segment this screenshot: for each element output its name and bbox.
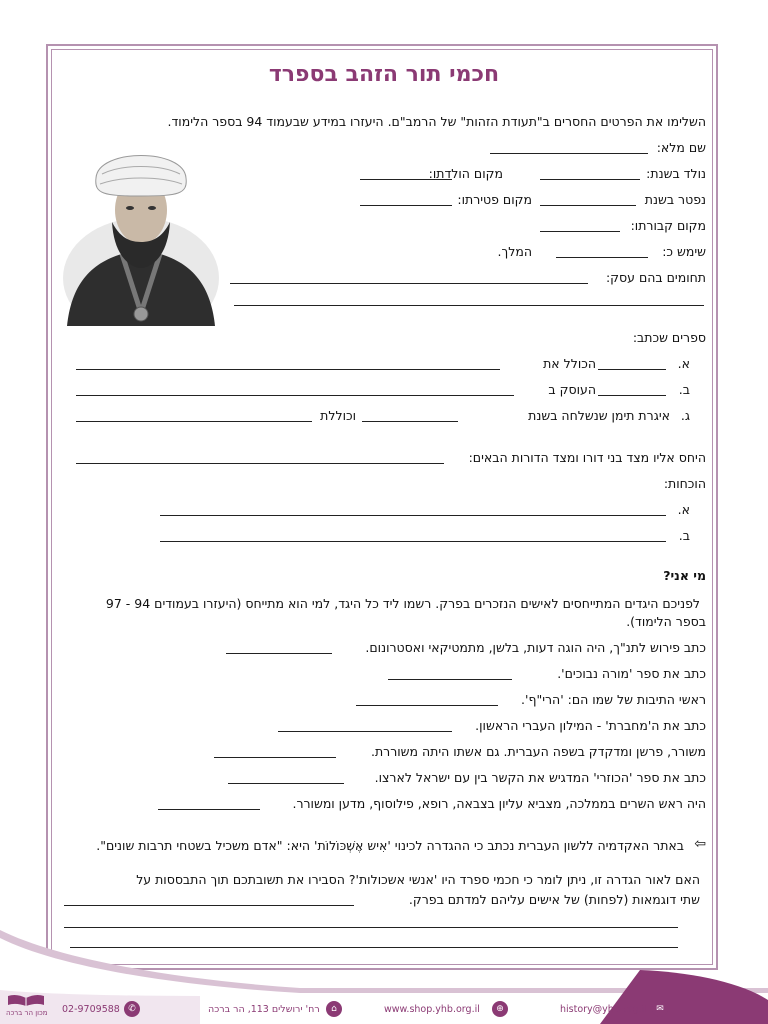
phone-icon: ✆ [124,1001,140,1017]
proof-b-blank[interactable] [160,541,666,542]
attitude-blank[interactable] [76,463,444,464]
statement-5: משורר, פרשן ומדקדק בשפה העברית. גם אשתו היתה משוררת. [370,744,706,759]
footer-logo-text: מכון הר ברכה [6,1009,48,1017]
statement-4-blank[interactable] [278,731,452,732]
statement-2-blank[interactable] [388,679,512,680]
proof-a-blank[interactable] [160,515,666,516]
full-name-blank[interactable] [490,153,648,154]
book-c-text2: וכוללת [320,408,356,423]
statement-3: ראשי התיבות של שמו הם: 'הרי"ף'. [521,692,706,707]
book-a-text: הכולל את [543,356,596,371]
book-logo-icon [6,993,46,1007]
footer-website[interactable]: www.shop.yhb.org.il [384,1004,480,1015]
fields-blank-1[interactable] [230,283,588,284]
fields-label: תחומים בהם עסק: [605,270,706,285]
portrait-image [62,138,220,326]
died-year-blank[interactable] [540,205,636,206]
who-am-i-heading: מי אני? [663,568,706,583]
served-as-blank[interactable] [556,257,648,258]
born-place-blank[interactable] [360,179,452,180]
academy-definition: באתר האקדמיה ללשון העברית נכתב כי ההגדרה לכינוי 'אִיש אֶשְׁכּוֹלוֹת' היא: "אדם משכיל בשטחי תרבות שונים". [96,838,684,853]
page-title: חכמי תור הזהב בספרד [268,62,500,87]
statement-1: כתב פירוש לתנ"ך, היה הוגה דעות, בלשן, מתמטיקאי ואסטרונום. [365,640,706,655]
book-b-text: העוסק ב [548,382,596,397]
footer-phone[interactable]: 02-9709588 [62,1004,120,1015]
globe-icon: ⊕ [492,1001,508,1017]
proofs-heading: הוכחות: [663,476,706,491]
statement-3-blank[interactable] [356,705,498,706]
books-heading: ספרים שכתב: [632,330,706,345]
born-place-label: מקום הולדתו: [428,166,503,181]
book-b-name-blank[interactable] [598,395,666,396]
proof-b-letter: ב. [678,528,690,543]
died-place-blank[interactable] [360,205,452,206]
book-c-year-blank[interactable] [362,421,458,422]
book-b-content-blank[interactable] [76,395,514,396]
statement-6-blank[interactable] [228,783,344,784]
statement-7-blank[interactable] [158,809,260,810]
born-year-label: נולד בשנת: [646,166,706,181]
full-name-label: שם מלא: [656,140,706,155]
intro-text: השלימו את הפרטים החסרים ב"תעודת הזהות" של הרמב"ם. היעזרו במידע שבעמוד 94 בספר הלימוד. [167,114,706,129]
burial-label: מקום קבורתו: [630,218,706,233]
book-b-letter: ב. [678,382,690,397]
king-label: המלך. [497,244,532,259]
proof-a-letter: א. [677,502,690,517]
academy-question-2: שתי דוגמאות (לפחות) של אישים עליהם למדתם בפרק. [408,892,700,907]
arrow-icon: ⇦ [694,836,706,852]
served-as-label: שימש כ: [662,244,706,259]
statement-1-blank[interactable] [226,653,332,654]
footer-address: רח' ירושלים 113, הר ברכה [208,1004,320,1015]
answer-blank-2[interactable] [64,927,678,928]
book-c-text1: איגרת תימן שנשלחה בשנת [528,408,670,423]
attitude-label: היחס אליו מצד בני דורו ומצד הדורות הבאים: [468,450,706,465]
book-a-content-blank[interactable] [76,369,500,370]
born-year-blank[interactable] [540,179,640,180]
answer-blank-1[interactable] [64,905,354,906]
statement-7: היה ראש השרים בממלכה, מצביא עליון בצבאה, רופא, פילוסוף, מדען ומשורר. [292,796,706,811]
book-c-content-blank[interactable] [76,421,312,422]
died-place-label: מקום פטירתו: [457,192,532,207]
academy-question-1: האם לאור הגדרה זו, ניתן לומר כי חכמי ספרד היו 'אנשי אשכולות'? הסבירו את תשובתכם תוך התבססות על [136,872,700,887]
mail-icon: ✉ [652,1001,668,1017]
book-a-letter: א. [677,356,690,371]
home-icon: ⌂ [326,1001,342,1017]
footer-email[interactable]: history@yhb.org.il [560,1004,647,1015]
statement-5-blank[interactable] [214,757,336,758]
book-a-name-blank[interactable] [598,369,666,370]
statement-4: כתב את ה'מחברת' - המילון העברי הראשון. [475,718,706,733]
died-year-label: נפטר בשנת [644,192,706,207]
statement-6: כתב את ספר 'הכוזרי' המדגיש את הקשר בין עם ישראל לארצו. [374,770,706,785]
who-am-i-instructions-1: לפניכם היגדים המתייחסים לאישים הנזכרים בפרק. רשמו ליד כל היגד, למי הוא מתייחס (היעזרו בעמודים 94 - 97 [105,596,700,611]
who-am-i-instructions-2: בספר הלימוד). [626,614,706,629]
burial-blank[interactable] [540,231,620,232]
statement-2: כתב את ספר 'מורה נבוכים'. [557,666,706,681]
fields-blank-2[interactable] [234,305,704,306]
book-c-letter: ג. [680,408,690,423]
